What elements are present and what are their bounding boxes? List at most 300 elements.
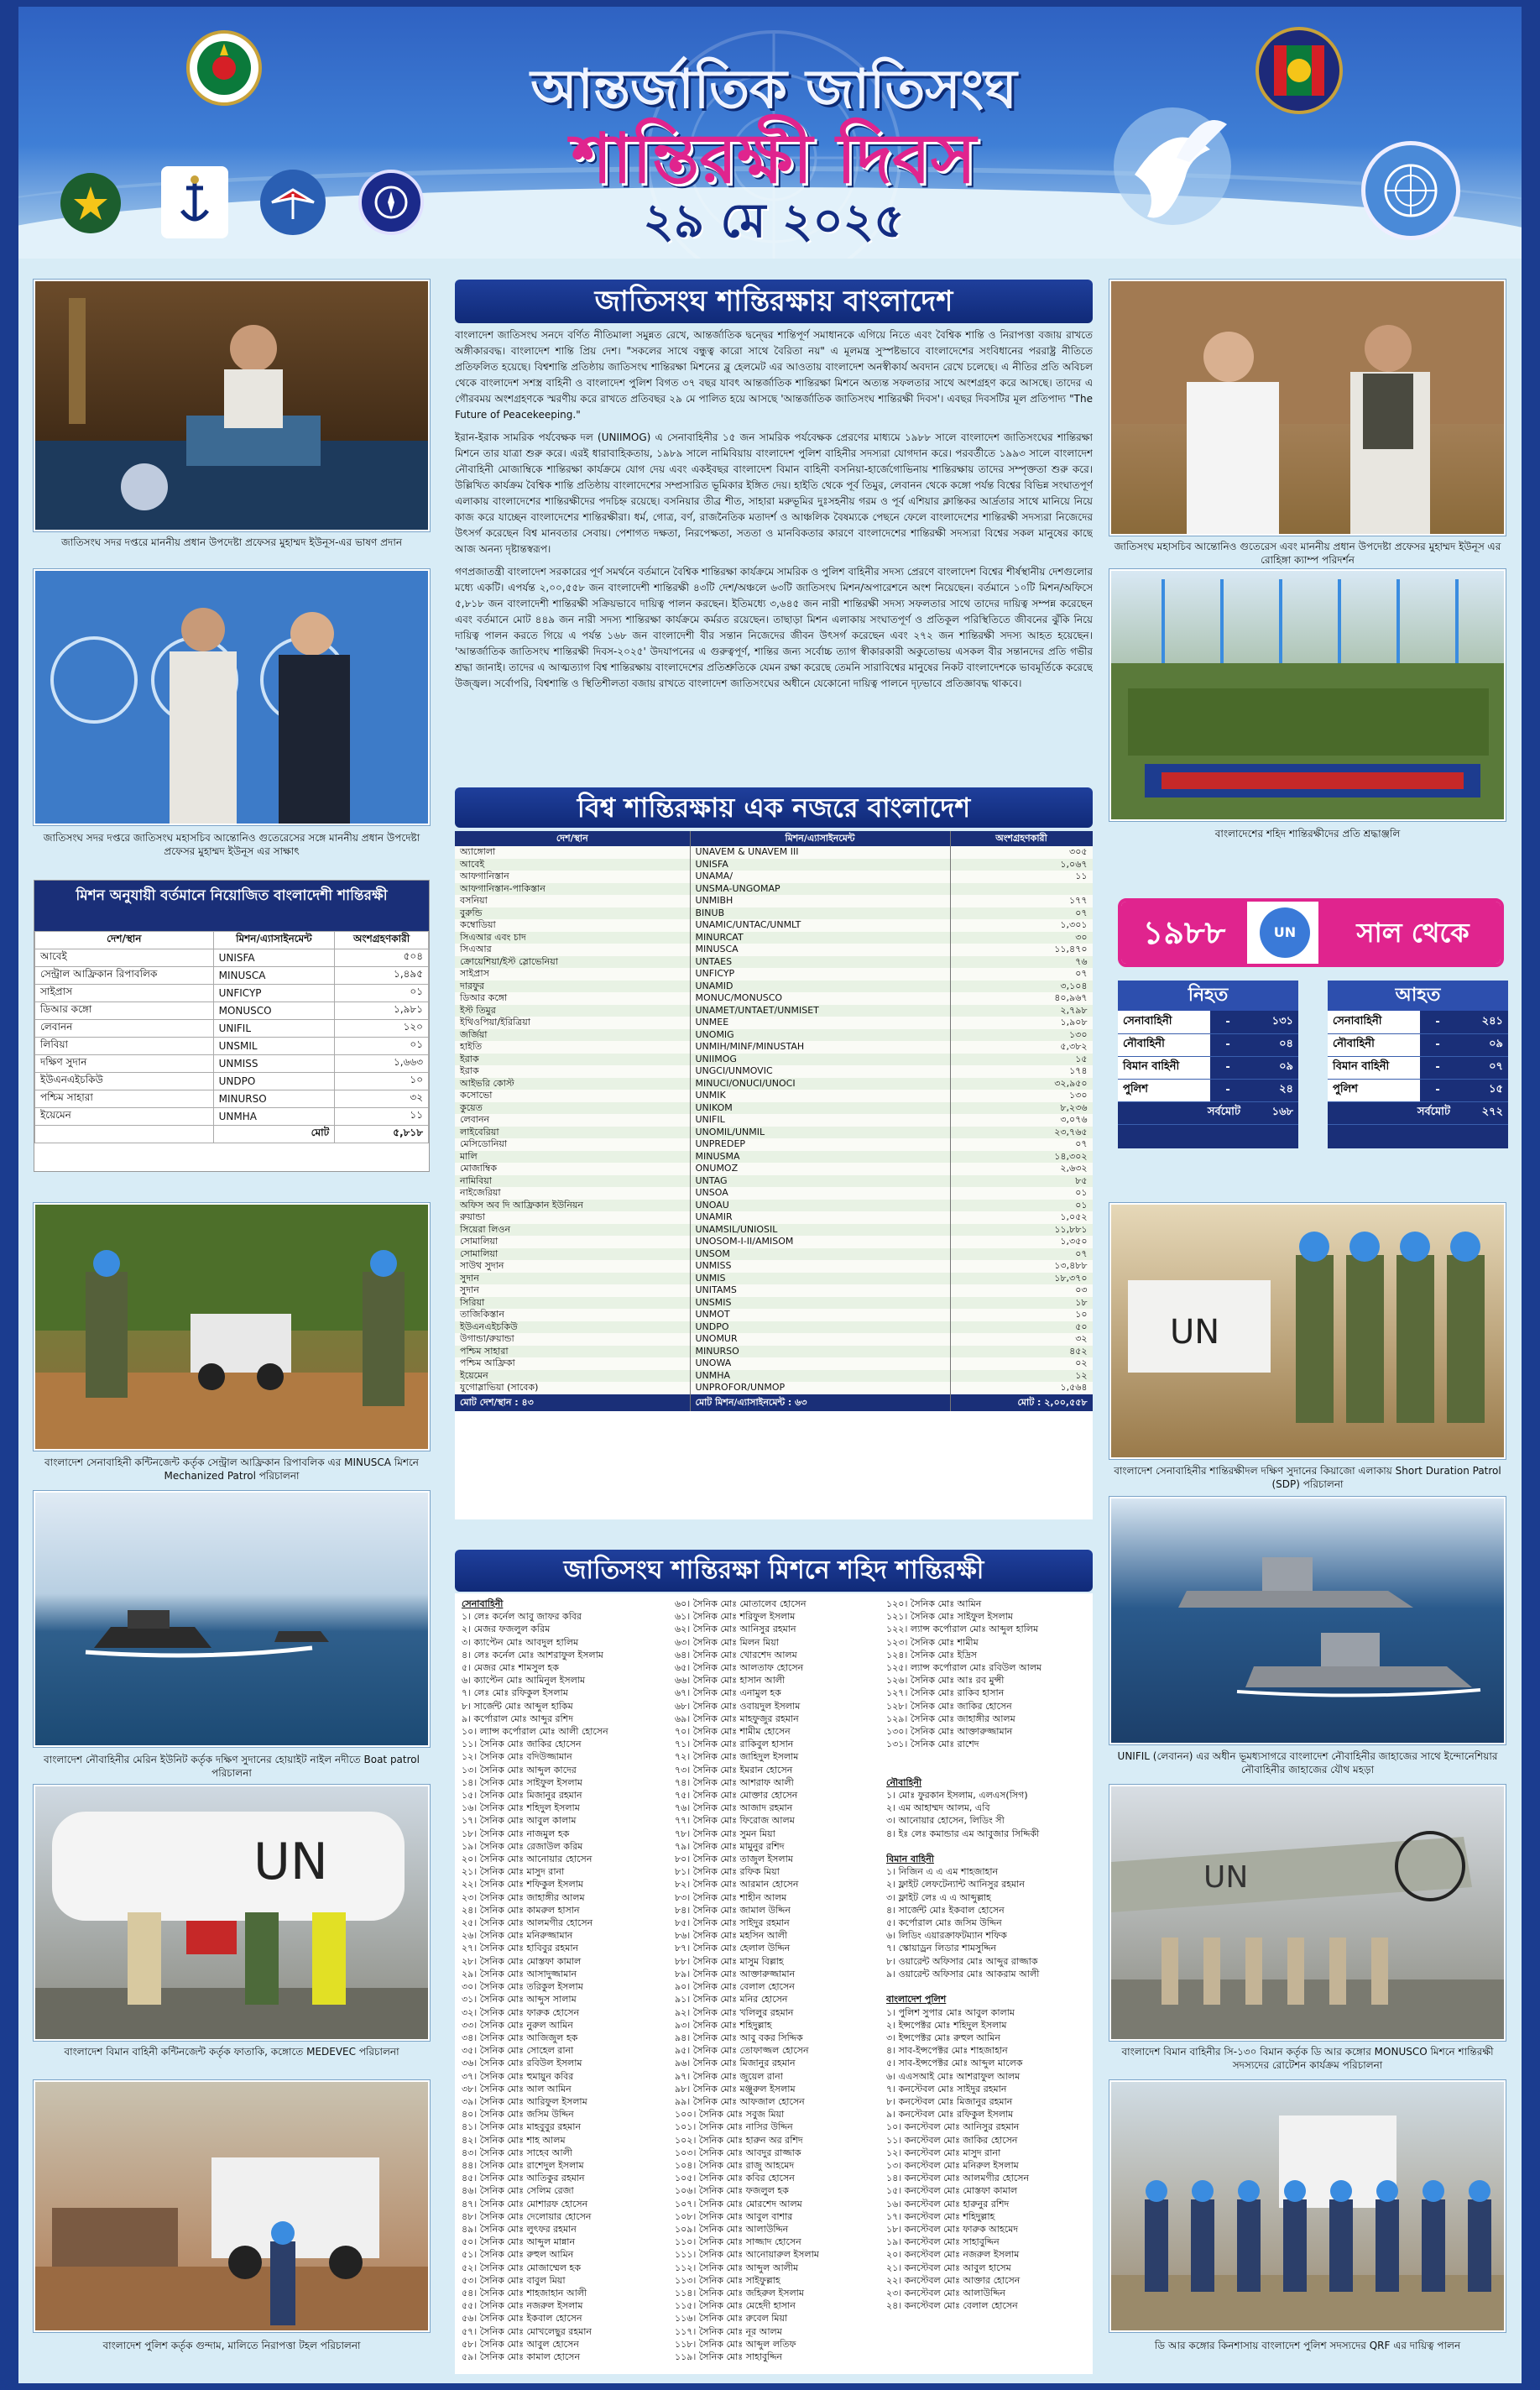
count-cell: ০৯ [1455, 1033, 1508, 1056]
martyr-name: ৭৯। সৈনিক মোঃ মামুনুর রশিদ [675, 1840, 785, 1852]
mission-cell: UNMIBH [690, 895, 950, 907]
country-cell: ইরাক [455, 1065, 690, 1078]
martyr-name [886, 1840, 1089, 1853]
photo-guterres-meeting [34, 569, 430, 825]
table-row [35, 1055, 429, 1073]
martyr-name: ১। নিজিন এ এ এম শাহজাহান [886, 1866, 999, 1878]
martyr-name: ৯০। সৈনিক মোঃ বেলাল হোসেন [675, 1981, 795, 1993]
martyr-name: ১৮। কনস্টেবল মোঃ ফারুক আহমেদ [886, 2223, 1019, 2235]
count-cell: ১৫ [1455, 1079, 1508, 1101]
photo-naval-exercise [1109, 1497, 1506, 1744]
participants-cell: ১,০৬৭ [950, 859, 1093, 871]
martyr-name: ২। ফ্লাইট লেফটেন্যান্ট আনিসুর রহমান [886, 1879, 1025, 1891]
participants-cell: ২,৬৩২ [950, 1163, 1093, 1175]
mission-cell: MONUC/MONUSCO [690, 992, 950, 1005]
country-cell: রুয়ান্ডা [455, 1211, 690, 1224]
participants-cell: ৫,৩৮২ [950, 1041, 1093, 1054]
participants-cell: ১,০৫২ [950, 1211, 1093, 1224]
mission-cell: UNMIK [690, 1090, 950, 1102]
martyr-name: ৩৫। সৈনিক মোঃ সোহেল রানা [462, 2045, 574, 2057]
mission-cell: UNAMSIL/UNIOSIL [690, 1224, 950, 1237]
count-cell: ০৭ [1455, 1056, 1508, 1079]
martyr-name: ৬১। সৈনিক মোঃ শরিফুল ইসলাম [675, 1611, 796, 1623]
wounded-table [1328, 1011, 1508, 1125]
government-emblem [186, 30, 262, 106]
participants-cell: ৫০ [950, 1321, 1093, 1334]
country-cell: জর্জিয়া [455, 1029, 690, 1042]
mission-cell: MINUSCA [213, 967, 335, 985]
mission-cell: MINUSCA [690, 944, 950, 956]
world-table-title: বিশ্ব শান্তিরক্ষায় এক নজরে বাংলাদেশ [455, 787, 1093, 828]
participants-cell: ১২ [950, 1370, 1093, 1383]
martyr-name: ৭। স্কোয়াড্রন লিডার শামসুদ্দিন [886, 1943, 997, 1954]
total-value: ২৭২ [1455, 1101, 1508, 1124]
badge-un-logo-text: UN [1273, 924, 1297, 940]
participants-cell: ১,৬৬৩ [335, 1055, 429, 1073]
country-cell: মালি [455, 1151, 690, 1164]
mission-cell: UNIFIL [213, 1020, 335, 1038]
martyr-name: ১২১। সৈনিক মোঃ সাইফুল ইসলাম [886, 1611, 1013, 1623]
table-row [35, 967, 429, 985]
country-cell: ইয়েমেন [455, 1370, 690, 1383]
participants-cell: ১১,৪৭০ [950, 944, 1093, 956]
martyr-name: ২। এম আহাম্মদ আলম, এবি [886, 1802, 990, 1814]
country-cell: বসনিয়া [455, 895, 690, 907]
badge-year: ১৯৮৮ [1121, 902, 1247, 964]
table-row [455, 992, 1093, 1005]
table-row [455, 1284, 1093, 1297]
wounded-box [1328, 981, 1508, 1148]
martyr-name: ৭৩। সৈনিক মোঃ ইমরান হোসেন [675, 1764, 793, 1776]
dash-cell: - [1210, 1079, 1245, 1101]
mission-cell: UNSMIS [690, 1297, 950, 1310]
caption-police-mali: বাংলাদেশ পুলিশ কর্তৃক গুন্দাম, মালিতে নিরাপত্তা টহল পরিচালনা [102, 2340, 361, 2351]
country-cell: সাউথ সুদান [455, 1260, 690, 1273]
martyr-name: ২০। কনস্টেবল মোঃ নজরুল ইসলাম [886, 2249, 1020, 2261]
mission-cell: UNMOT [690, 1309, 950, 1321]
total-row [35, 1126, 429, 1143]
participants-cell: ০১ [950, 1200, 1093, 1212]
martyr-name: ৭৫। সৈনিক মোঃ মোক্তার হোসেন [675, 1790, 798, 1802]
dash-cell: - [1420, 1011, 1455, 1033]
martyr-name: ১৪। সৈনিক মোঃ সাইফুল ইসলাম [462, 1776, 582, 1788]
caption-c130-rotation: বাংলাদেশ বিমান বাহিনীর সি-১৩০ বিমান কর্তৃক ডি আর কঙ্গোর MONUSCO মিশনে শান্তিরক্ষী সদস্যদের রোটেশন কার্যক্রম পরিচালনা [1121, 2046, 1494, 2071]
martyr-name: ১২৭। সৈনিক মোঃ রাকিব হাসান [886, 1687, 1005, 1699]
table-row [455, 1017, 1093, 1029]
participants-cell: ৪৫২ [950, 1346, 1093, 1358]
participants-cell: ১,৪৯৫ [335, 967, 429, 985]
martyr-name: ৮৬। সৈনিক মোঃ মহসিন আলী [675, 1930, 788, 1942]
martyr-name: ১০১। সৈনিক মোঃ নাসির উদ্দিন [675, 2121, 793, 2133]
martyr-name: ৫৪। সৈনিক মোঃ শাহজাহান আলী [462, 2287, 587, 2298]
participants-cell: ৩,১০৪ [950, 981, 1093, 993]
branch-label: পুলিশ [1118, 1079, 1210, 1101]
martyr-name: ৫৭। সৈনিক মোঃ মোখলেছুর রহমান [462, 2325, 592, 2337]
martyr-name: ১১৭। সৈনিক মোঃ নূর আলম [675, 2325, 782, 2337]
poster [18, 7, 1522, 2383]
participants-cell: ১০ [335, 1073, 429, 1090]
killed-title: নিহত [1118, 981, 1298, 1011]
martyr-name: ৭। লেঃ মোঃ রফিকুল ইসলাম [462, 1687, 568, 1699]
martyr-name: ৪৭। সৈনিক মোঃ মোশারফ হোসেন [462, 2198, 588, 2210]
participants-cell: ১৫ [950, 1054, 1093, 1066]
martyr-name: ২২। সৈনিক মোঃ শফিকুল ইসলাম [462, 1879, 584, 1891]
participants-cell: ০৭ [950, 1138, 1093, 1151]
country-cell: ইউএনএইচকিউ [455, 1321, 690, 1334]
martyr-name: ৪৩। সৈনিক মোঃ সাহেব আলী [462, 2147, 572, 2158]
photo-boat-patrol [34, 1491, 430, 1747]
participants-cell: ১৭৭ [950, 895, 1093, 907]
mission-cell: MINURCAT [690, 932, 950, 944]
martyr-name: ২৮। সৈনিক মোঃ মোস্তফা কামাল [462, 1955, 582, 1967]
total-participants: মোট : ২,০০,৫৫৮ [950, 1394, 1093, 1411]
participants-cell: ০১ [335, 985, 429, 1002]
martyr-name: ৪। লেঃ কর্নেল মোঃ আশরাফুল ইসলাম [462, 1649, 603, 1660]
participants-cell: ০৭ [950, 968, 1093, 981]
participants-cell: ১৩,৪৮৮ [950, 1260, 1093, 1273]
table-row [455, 1260, 1093, 1273]
country-cell: যুগোস্লাভিয়া (সাবেক) [455, 1382, 690, 1394]
martyr-name: ৫। কর্পোরাল মোঃ জসিম উদ্দিন [886, 1917, 1002, 1929]
photo-c130-rotation [1109, 1785, 1506, 2041]
stat-total-row [1118, 1101, 1298, 1124]
participants-cell: ৪০,৯৬৭ [950, 992, 1093, 1005]
country-cell: আফগানিস্তান [455, 871, 690, 883]
table-row [455, 1273, 1093, 1285]
martyr-name: ২৩। সৈনিক মোঃ জাহাঙ্গীর আলম [462, 1891, 585, 1903]
martyr-name: ৬০। সৈনিক মোঃ মোতালেব হোসেন [675, 1598, 807, 1609]
count-cell: ২৪১ [1455, 1011, 1508, 1033]
total-label: মোট [213, 1126, 335, 1143]
country-cell: ডিআর কঙ্গো [455, 992, 690, 1005]
country-cell: কুয়েত [455, 1102, 690, 1115]
table-row [455, 956, 1093, 969]
martyrs-section-heading: বাংলাদেশ পুলিশ [886, 1994, 947, 2006]
martyr-name: ৯৯। সৈনিক মোঃ আফজাল হোসেন [675, 2095, 805, 2107]
mission-cell: UNAMID [690, 981, 950, 993]
mission-cell: UNISFA [690, 859, 950, 871]
martyr-name: ১০৯। সৈনিক মোঃ আলাউদ্দিন [675, 2223, 789, 2235]
country-cell: মেসিডোনিয়া [455, 1138, 690, 1151]
martyr-name: ১৫। সৈনিক মোঃ মিজানুর রহমান [462, 1790, 582, 1802]
martyr-name: ৭০। সৈনিক মোঃ শামীম হোসেন [675, 1726, 791, 1738]
mission-cell: MINUCI/ONUCI/UNOCI [690, 1078, 950, 1090]
martyr-name: ১। লেঃ কর্নেল আবু জাফর কবির [462, 1611, 582, 1623]
country-cell: সিএআর [455, 944, 690, 956]
participants-cell: ১,৯০৮ [950, 1017, 1093, 1029]
martyr-name: ১০। ল্যান্স কর্পোরাল মোঃ আলী হোসেন [462, 1726, 608, 1738]
mission-cell: UNIFIL [690, 1114, 950, 1127]
martyr-name: ৩১। সৈনিক মোঃ আব্দুস সালাম [462, 1994, 577, 2006]
martyr-name: ৮। কনস্টেবল মোঃ মিজানুর রহমান [886, 2095, 1013, 2107]
photo-police-mali [34, 2080, 430, 2332]
count-cell: ২৪ [1245, 1079, 1298, 1101]
air-force-emblem [260, 170, 326, 235]
country-cell: আফগানিস্তান-পাকিস্তান [455, 883, 690, 896]
martyr-name: ৬৯। সৈনিক মোঃ মাহফুজুর রহমান [675, 1713, 799, 1724]
stat-row [1118, 1056, 1298, 1079]
martyr-name: ১১৯। সৈনিক মোঃ সাহাবুদ্দিন [675, 2351, 782, 2362]
mission-cell: UNOMIL/UNMIL [690, 1127, 950, 1139]
martyr-name: ৮২। সৈনিক মোঃ আরমান হোসেন [675, 1879, 799, 1891]
country-cell: কম্বোডিয়া [455, 919, 690, 932]
caption-medevac: বাংলাদেশ বিমান বাহিনী কন্টিনজেন্ট কর্তৃক ফাতাকি, কঙ্গোতে MEDEVEC পরিচালনা [64, 2046, 399, 2058]
martyr-name: ৭৪। সৈনিক মোঃ আশরাফ আলী [675, 1776, 794, 1788]
martyr-name: ১৬। সৈনিক মোঃ শহিদুল ইসলাম [462, 1802, 580, 1814]
martyr-name: ১১৫। সৈনিক মোঃ মেহেদী হাসান [675, 2300, 796, 2312]
martyr-name: ১২৫। ল্যান্স কর্পোরাল মোঃ রবিউল আলম [886, 1662, 1042, 1674]
martyr-name: ১৪। কনস্টেবল মোঃ আলমগীর হোসেন [886, 2173, 1030, 2184]
table-row [455, 1175, 1093, 1188]
mission-cell: UNMIS [690, 1273, 950, 1285]
mission-cell: MINURSO [690, 1346, 950, 1358]
martyr-name: ৩৩। সৈনিক মোঃ নুরুল আমিন [462, 2019, 573, 2031]
mission-cell: UNAMA/ [690, 871, 950, 883]
martyr-name: ৬৪। সৈনিক মোঃ খোরশেদ আলম [675, 1649, 797, 1660]
mission-cell: UNMEE [690, 1017, 950, 1029]
participants-cell: ৩০৫ [950, 846, 1093, 859]
martyr-name: ৯৪। সৈনিক মোঃ আবু বকর সিদ্দিক [675, 2032, 803, 2043]
col-count: অংশগ্রহণকারী [335, 932, 429, 949]
country-cell: সিএআর এবং চাদ [455, 932, 690, 944]
participants-cell: ২,৭৯৮ [950, 1005, 1093, 1017]
martyrs-section-heading: নৌবাহিনী [886, 1776, 922, 1788]
country-cell: অ্যাঙ্গোলা [455, 846, 690, 859]
article-title: জাতিসংঘ শান্তিরক্ষায় বাংলাদেশ [455, 280, 1093, 323]
martyr-name: ৪৪। সৈনিক মোঃ রাশেদুল ইসলাম [462, 2159, 584, 2171]
mission-cell: UNFICYP [690, 968, 950, 981]
table-row [455, 1114, 1093, 1127]
police-emblem [358, 170, 424, 235]
caption-minusca-patrol: বাংলাদেশ সেনাবাহিনী কন্টিনজেন্ট কর্তৃক সেন্ট্রাল আফ্রিকান রিপাবলিক এর MINUSCA মিশনে Mechanized Patrol পরিচালনা [44, 1456, 419, 1482]
mission-cell: UNSMA-UNGOMAP [690, 883, 950, 896]
navy-emblem [161, 166, 228, 238]
country-cell: কসোভো [455, 1090, 690, 1102]
table-row [455, 1090, 1093, 1102]
martyr-name: ১০। কনস্টেবল মোঃ আনিসুর রহমান [886, 2121, 1020, 2133]
dash-cell: - [1210, 1056, 1245, 1079]
mission-cell: MINUSMA [690, 1151, 950, 1164]
photo-un-speech [34, 280, 430, 531]
branch-label: নৌবাহিনী [1118, 1033, 1210, 1056]
martyr-name: ৮০। সৈনিক মোঃ তাজুল ইসলাম [675, 1854, 793, 1865]
martyr-name: ২১। সৈনিক মোঃ মাসুদ রানা [462, 1866, 565, 1878]
martyr-name: ৮১। সৈনিক মোঃ রফিক মিয়া [675, 1866, 780, 1878]
martyr-name: ২৫। সৈনিক মোঃ আলমগীর হোসেন [462, 1917, 593, 1929]
country-cell: আবেই [35, 949, 214, 967]
count-cell: ০৪ [1245, 1033, 1298, 1056]
col-mission: মিশন/এ্যাসাইনমেন্ট [690, 831, 950, 846]
stat-row [1328, 1011, 1508, 1033]
country-cell: সিয়েরা লিওন [455, 1224, 690, 1237]
country-cell: লেবানন [455, 1114, 690, 1127]
martyr-name: ১২। কনস্টেবল মোঃ মাসুদ রানা [886, 2147, 1001, 2158]
mission-cell: MONUSCO [213, 1002, 335, 1020]
country-cell: মোজাম্বিক [455, 1163, 690, 1175]
table-row [455, 1138, 1093, 1151]
country-cell: সুদান [455, 1273, 690, 1285]
martyr-name: ২৪। কনস্টেবল মোঃ বেলাল হোসেন [886, 2300, 1018, 2312]
martyr-name: ৭১। সৈনিক মোঃ রাকিবুল হাসান [675, 1739, 794, 1750]
martyr-name: ৫৮। সৈনিক মোঃ আবুল হোসেন [462, 2338, 579, 2350]
participants-cell: ০৩ [950, 1284, 1093, 1297]
country-cell: ইথিওপিয়া/ইরিত্রিয়া [455, 1017, 690, 1029]
country-cell: সোমালিয়া [455, 1248, 690, 1261]
country-cell: অফিস অব দি আফ্রিকান ইউনিয়ন [455, 1200, 690, 1212]
count-cell: ১৩১ [1245, 1011, 1298, 1033]
participants-cell: ১১ [335, 1108, 429, 1126]
mission-cell: UNDPO [690, 1321, 950, 1334]
mission-cell: UNOMUR [690, 1333, 950, 1346]
country-cell: সেন্ট্রাল আফ্রিকান রিপাবলিক [35, 967, 214, 985]
mission-table [34, 931, 429, 1143]
martyr-name: ৯৮। সৈনিক মোঃ মঞ্জুরুল ইসলাম [675, 2083, 796, 2095]
country-cell: ক্রোয়েশিয়া/ইস্ট স্লোভেনিয়া [455, 956, 690, 969]
martyr-name: ৮৭। সৈনিক মোঃ হেলাল উদ্দিন [675, 1943, 791, 1954]
martyr-name: ৪। ইঃ লেঃ কমান্ডার এম আবুজার সিদ্দিকী [886, 1828, 1040, 1839]
country-cell: দারফুর [455, 981, 690, 993]
martyr-name: ৪৬। সৈনিক মোঃ সেলিম রেজা [462, 2185, 574, 2197]
martyr-name: ১১১। সৈনিক মোঃ আনোয়ারুল ইসলাম [675, 2249, 819, 2261]
martyr-name: ৩৮। সৈনিক মোঃ আল আমিন [462, 2083, 572, 2095]
participants-cell: ১১ [950, 871, 1093, 883]
mission-cell: UNSOA [690, 1187, 950, 1200]
participants-cell: ১২০ [335, 1020, 429, 1038]
participants-cell: ০৭ [950, 907, 1093, 920]
article-body [455, 327, 1093, 771]
martyr-name: ৩০। সৈনিক মোঃ তরিকুল ইসলাম [462, 1981, 583, 1993]
table-row [455, 1224, 1093, 1237]
martyr-name: ৭৭। সৈনিক মোঃ ফিরোজ আলম [675, 1815, 795, 1827]
un-logo-emblem [1361, 141, 1460, 240]
table-row [455, 1041, 1093, 1054]
table-row [455, 871, 1093, 883]
mission-cell: UNAVEM & UNAVEM III [690, 846, 950, 859]
martyr-name: ২৬। সৈনিক মোঃ মনিরুজ্জামান [462, 1930, 573, 1942]
mission-cell: UNPROFOR/UNMOP [690, 1382, 950, 1394]
stat-row [1328, 1033, 1508, 1056]
mission-cell: UNMISS [690, 1260, 950, 1273]
table-row [455, 1297, 1093, 1310]
martyr-name: ১০৫। সৈনিক মোঃ কবির হোসেন [675, 2173, 795, 2184]
title-line-1: আন্তর্জাতিক জাতিসংঘ [530, 59, 1017, 121]
armed-forces-division-emblem [1255, 27, 1343, 114]
martyr-name: ৭৮। সৈনিক মোঃ সুমন মিয়া [675, 1828, 775, 1839]
table-row [455, 1151, 1093, 1164]
branch-label: নৌবাহিনী [1328, 1033, 1420, 1056]
table-row [455, 883, 1093, 896]
country-cell: বুরুন্ডি [455, 907, 690, 920]
martyr-name: ৬। এএসআই মোঃ আশরাফুল আলম [886, 2070, 1021, 2082]
martyr-name: ৩। ইন্সপেক্টর মোঃ রুহুল আমিন [886, 2032, 1000, 2043]
caption-guterres-meeting: জাতিসংঘ সদর দপ্তরে জাতিসংঘ মহাসচিব আন্তোনিও গুতেরেসের সঙ্গে মাননীয় প্রধান উপদেষ্টা প্রফেসর মুহাম্মদ ইউনূস এর সাক্ষাৎ [43, 832, 420, 857]
photo-tribute [1109, 569, 1506, 821]
country-cell: আবেই [455, 859, 690, 871]
martyr-name: ২৭। সৈনিক মোঃ হাবিবুর রহমান [462, 1943, 579, 1954]
martyr-name: ৯। ওয়ারেন্ট অফিসার মোঃ আকরাম আলী [886, 1968, 1040, 1979]
participants-cell: ১৩০ [950, 1029, 1093, 1042]
mission-cell: UNDPO [213, 1073, 335, 1090]
country-cell: লিবিয়া [35, 1038, 214, 1055]
martyr-name: ৯। কর্পোরাল মোঃ আব্দুর রশিদ [462, 1713, 573, 1724]
martyr-name: ৪। সার্জেন্ট মোঃ ইকবাল হোসেন [886, 1904, 1005, 1916]
martyr-name: ২। ইন্সপেক্টর মোঃ শহিদুল ইসলাম [886, 2019, 1007, 2031]
participants-cell: ১,৩০১ [950, 919, 1093, 932]
martyr-name: ৫৬। সৈনিক মোঃ ইকবাল হোসেন [462, 2313, 582, 2325]
participants-cell: ০২ [950, 1357, 1093, 1370]
country-cell: লাইবেরিয়া [455, 1127, 690, 1139]
martyr-name: ৩৪। সৈনিক মোঃ আজিজুল হক [462, 2032, 578, 2043]
martyr-name: ২। মেজর ফজলুল করিম [462, 1624, 551, 1635]
participants-cell [950, 883, 1093, 896]
martyr-name: ৯৩। সৈনিক মোঃ শহিদুল্লাহ [675, 2019, 772, 2031]
martyr-name: ৩৬। সৈনিক মোঃ রবিউল ইসলাম [462, 2058, 582, 2069]
martyr-name: ৫। সাব-ইন্সপেক্টর মোঃ আব্দুল মালেক [886, 2058, 1023, 2069]
table-row [455, 1029, 1093, 1042]
martyr-name: ১২৯। সৈনিক মোঃ জাহাঙ্গীর আলম [886, 1713, 1015, 1724]
martyr-name: ১৮। সৈনিক মোঃ নাজমুল হক [462, 1828, 570, 1839]
martyr-name: ১২৪। সৈনিক মোঃ ইদ্রিস [886, 1649, 978, 1660]
country-cell: ইয়েমেন [35, 1108, 214, 1126]
martyr-name: ১১৮। সৈনিক মোঃ আব্দুল লতিফ [675, 2338, 796, 2350]
martyr-name: ১৬। কনস্টেবল মোঃ হারুনুর রশিদ [886, 2198, 1010, 2210]
martyr-name: ৪৫। সৈনিক মোঃ আতিকুর রহমান [462, 2173, 585, 2184]
mission-cell: UNAMIR [690, 1211, 950, 1224]
country-cell: লেবানন [35, 1020, 214, 1038]
branch-label: সেনাবাহিনী [1118, 1011, 1210, 1033]
martyr-name: ১৭। কনস্টেবল মোঃ শহিদুল্লাহ [886, 2210, 995, 2222]
participants-cell: ১৮ [950, 1297, 1093, 1310]
participants-cell: ৩০ [950, 932, 1093, 944]
martyr-name: ২২। কনস্টেবল মোঃ আক্তার হোসেন [886, 2274, 1021, 2286]
svg-text:UN: UN [1170, 1313, 1220, 1352]
dash-cell: - [1420, 1079, 1455, 1101]
martyr-name: ২৩। কনস্টেবল মোঃ আলাউদ্দিন [886, 2287, 1005, 2298]
country-cell: পশ্চিম সাহারা [455, 1346, 690, 1358]
martyr-name: ৬৮। সৈনিক মোঃ ওবায়দুল ইসলাম [675, 1700, 801, 1712]
killed-box [1118, 981, 1298, 1148]
mission-cell: UNMHA [690, 1370, 950, 1383]
mission-cell: UNAMIC/UNTAC/UNMLT [690, 919, 950, 932]
world-table-box [455, 831, 1093, 1519]
martyr-name: ১৩। কনস্টেবল মোঃ মনিরুল ইসলাম [886, 2159, 1019, 2171]
mission-cell: MINURSO [213, 1090, 335, 1108]
martyr-name: ৯২। সৈনিক মোঃ খলিলুর রহমান [675, 2006, 794, 2018]
martyr-name: ৪২। সৈনিক মোঃ শাহ আলম [462, 2134, 566, 2146]
col-count: অংশগ্রহণকারী [950, 831, 1093, 846]
participants-cell: ১৮,৩৭০ [950, 1273, 1093, 1285]
country-cell: ইরাক [455, 1054, 690, 1066]
participants-cell: ০১ [335, 1038, 429, 1055]
table-row [455, 1005, 1093, 1017]
table-row [35, 949, 429, 967]
martyr-name: ৮৮। সৈনিক মোঃ মাসুম বিল্লাহ [675, 1955, 784, 1967]
martyr-name [886, 1980, 1089, 1993]
caption-tribute: বাংলাদেশের শহিদ শান্তিরক্ষীদের প্রতি শ্রদ্ধাঞ্জলি [1214, 828, 1401, 839]
table-row [455, 1236, 1093, 1248]
mission-cell: UNMISS [213, 1055, 335, 1073]
branch-label: বিমান বাহিনী [1118, 1056, 1210, 1079]
martyr-name: ৪৮। সৈনিক মোঃ দেলোয়ার হোসেন [462, 2210, 592, 2222]
country-cell: ইউএনএইচকিউ [35, 1073, 214, 1090]
photo-minusca-patrol [34, 1203, 430, 1451]
table-row [455, 981, 1093, 993]
martyr-name: ৮। সার্জেন্ট মোঃ আব্দুল হাকিম [462, 1700, 573, 1712]
svg-text:UN: UN [1203, 1860, 1249, 1895]
mission-table-title: মিশন অনুযায়ী বর্তমানে নিয়োজিত বাংলাদেশী শান্তিরক্ষী [34, 881, 429, 931]
table-row [455, 1102, 1093, 1115]
dash-cell: - [1210, 1033, 1245, 1056]
